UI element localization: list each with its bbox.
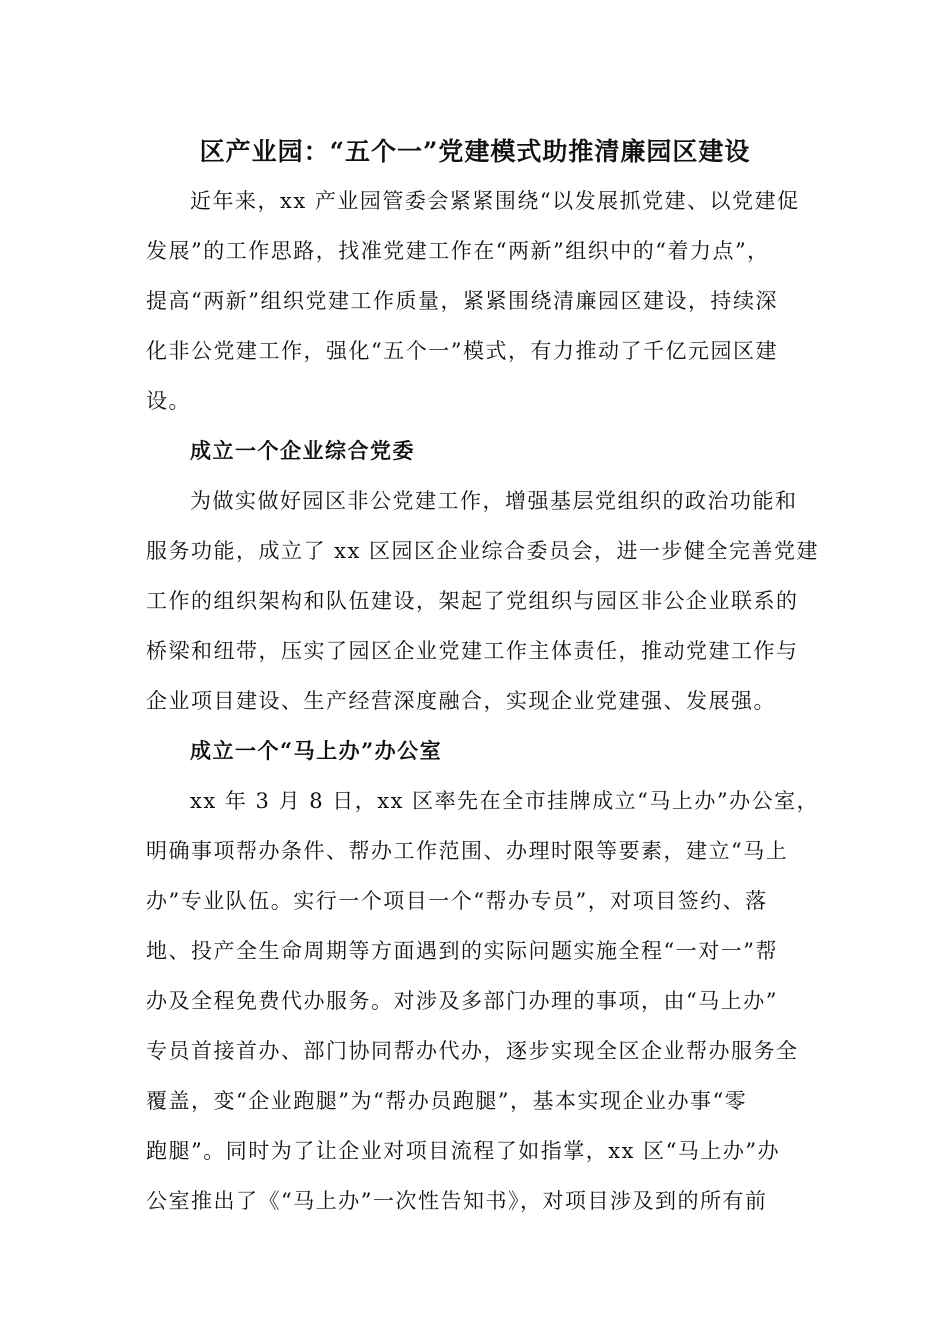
paragraph-3-line-6: 专员首接首办、部门协同帮办代办，逐步实现全区企业帮办服务全	[146, 1039, 799, 1063]
section-heading-1: 成立一个企业综合党委	[190, 438, 415, 463]
paragraph-3-line-1: xx 年 3 月 8 日，xx 区率先在全市挂牌成立“马上办”办公室，	[190, 789, 820, 813]
paragraph-2-line-4: 桥梁和纽带，压实了园区企业党建工作主体责任，推动党建工作与	[146, 639, 799, 663]
paragraph-2-line-5: 企业项目建设、生产经营深度融合，实现企业党建强、发展强。	[146, 689, 776, 713]
paragraph-3-line-3: 办”专业队伍。实行一个项目一个“帮办专员”，对项目签约、落	[146, 889, 768, 913]
paragraph-3-line-7: 覆盖，变“企业跑腿”为“帮办员跑腿”，基本实现企业办事“零	[146, 1089, 748, 1113]
document-title: 区产业园：“五个一”党建模式助推清廉园区建设	[199, 137, 751, 166]
paragraph-2-line-3: 工作的组织架构和队伍建设，架起了党组织与园区非公企业联系的	[146, 589, 799, 613]
paragraph-1-line-2: 发展”的工作思路，找准党建工作在“两新”组织中的“着力点”，	[146, 239, 770, 263]
paragraph-1-line-1: 近年来，xx 产业园管委会紧紧围绕“以发展抓党建、以党建促	[190, 189, 800, 213]
paragraph-3-line-2: 明确事项帮办条件、帮办工作范围、办理时限等要素，建立“马上	[146, 839, 789, 863]
paragraph-3-line-4: 地、投产全生命周期等方面遇到的实际问题实施全程“一对一”帮	[146, 939, 778, 963]
paragraph-1-line-3: 提高“两新”组织党建工作质量，紧紧围绕清廉园区建设，持续深	[146, 289, 778, 313]
paragraph-3-line-5: 办及全程免费代办服务。对涉及多部门办理的事项，由“马上办”	[146, 989, 778, 1013]
paragraph-2-line-2: 服务功能，成立了 xx 区园区企业综合委员会，进一步健全完善党建	[146, 539, 820, 563]
paragraph-3-line-9: 公室推出了《“马上办”一次性告知书》，对项目涉及到的所有前	[146, 1189, 768, 1213]
paragraph-1-line-5: 设。	[146, 389, 191, 413]
paragraph-3-line-8: 跑腿”。同时为了让企业对项目流程了如指掌，xx 区“马上办”办	[146, 1139, 781, 1163]
paragraph-1-line-4: 化非公党建工作，强化“五个一”模式，有力推动了千亿元园区建	[146, 339, 778, 363]
paragraph-2-line-1: 为做实做好园区非公党建工作，增强基层党组织的政治功能和	[190, 489, 798, 513]
section-heading-2: 成立一个“马上办”办公室	[190, 738, 443, 763]
